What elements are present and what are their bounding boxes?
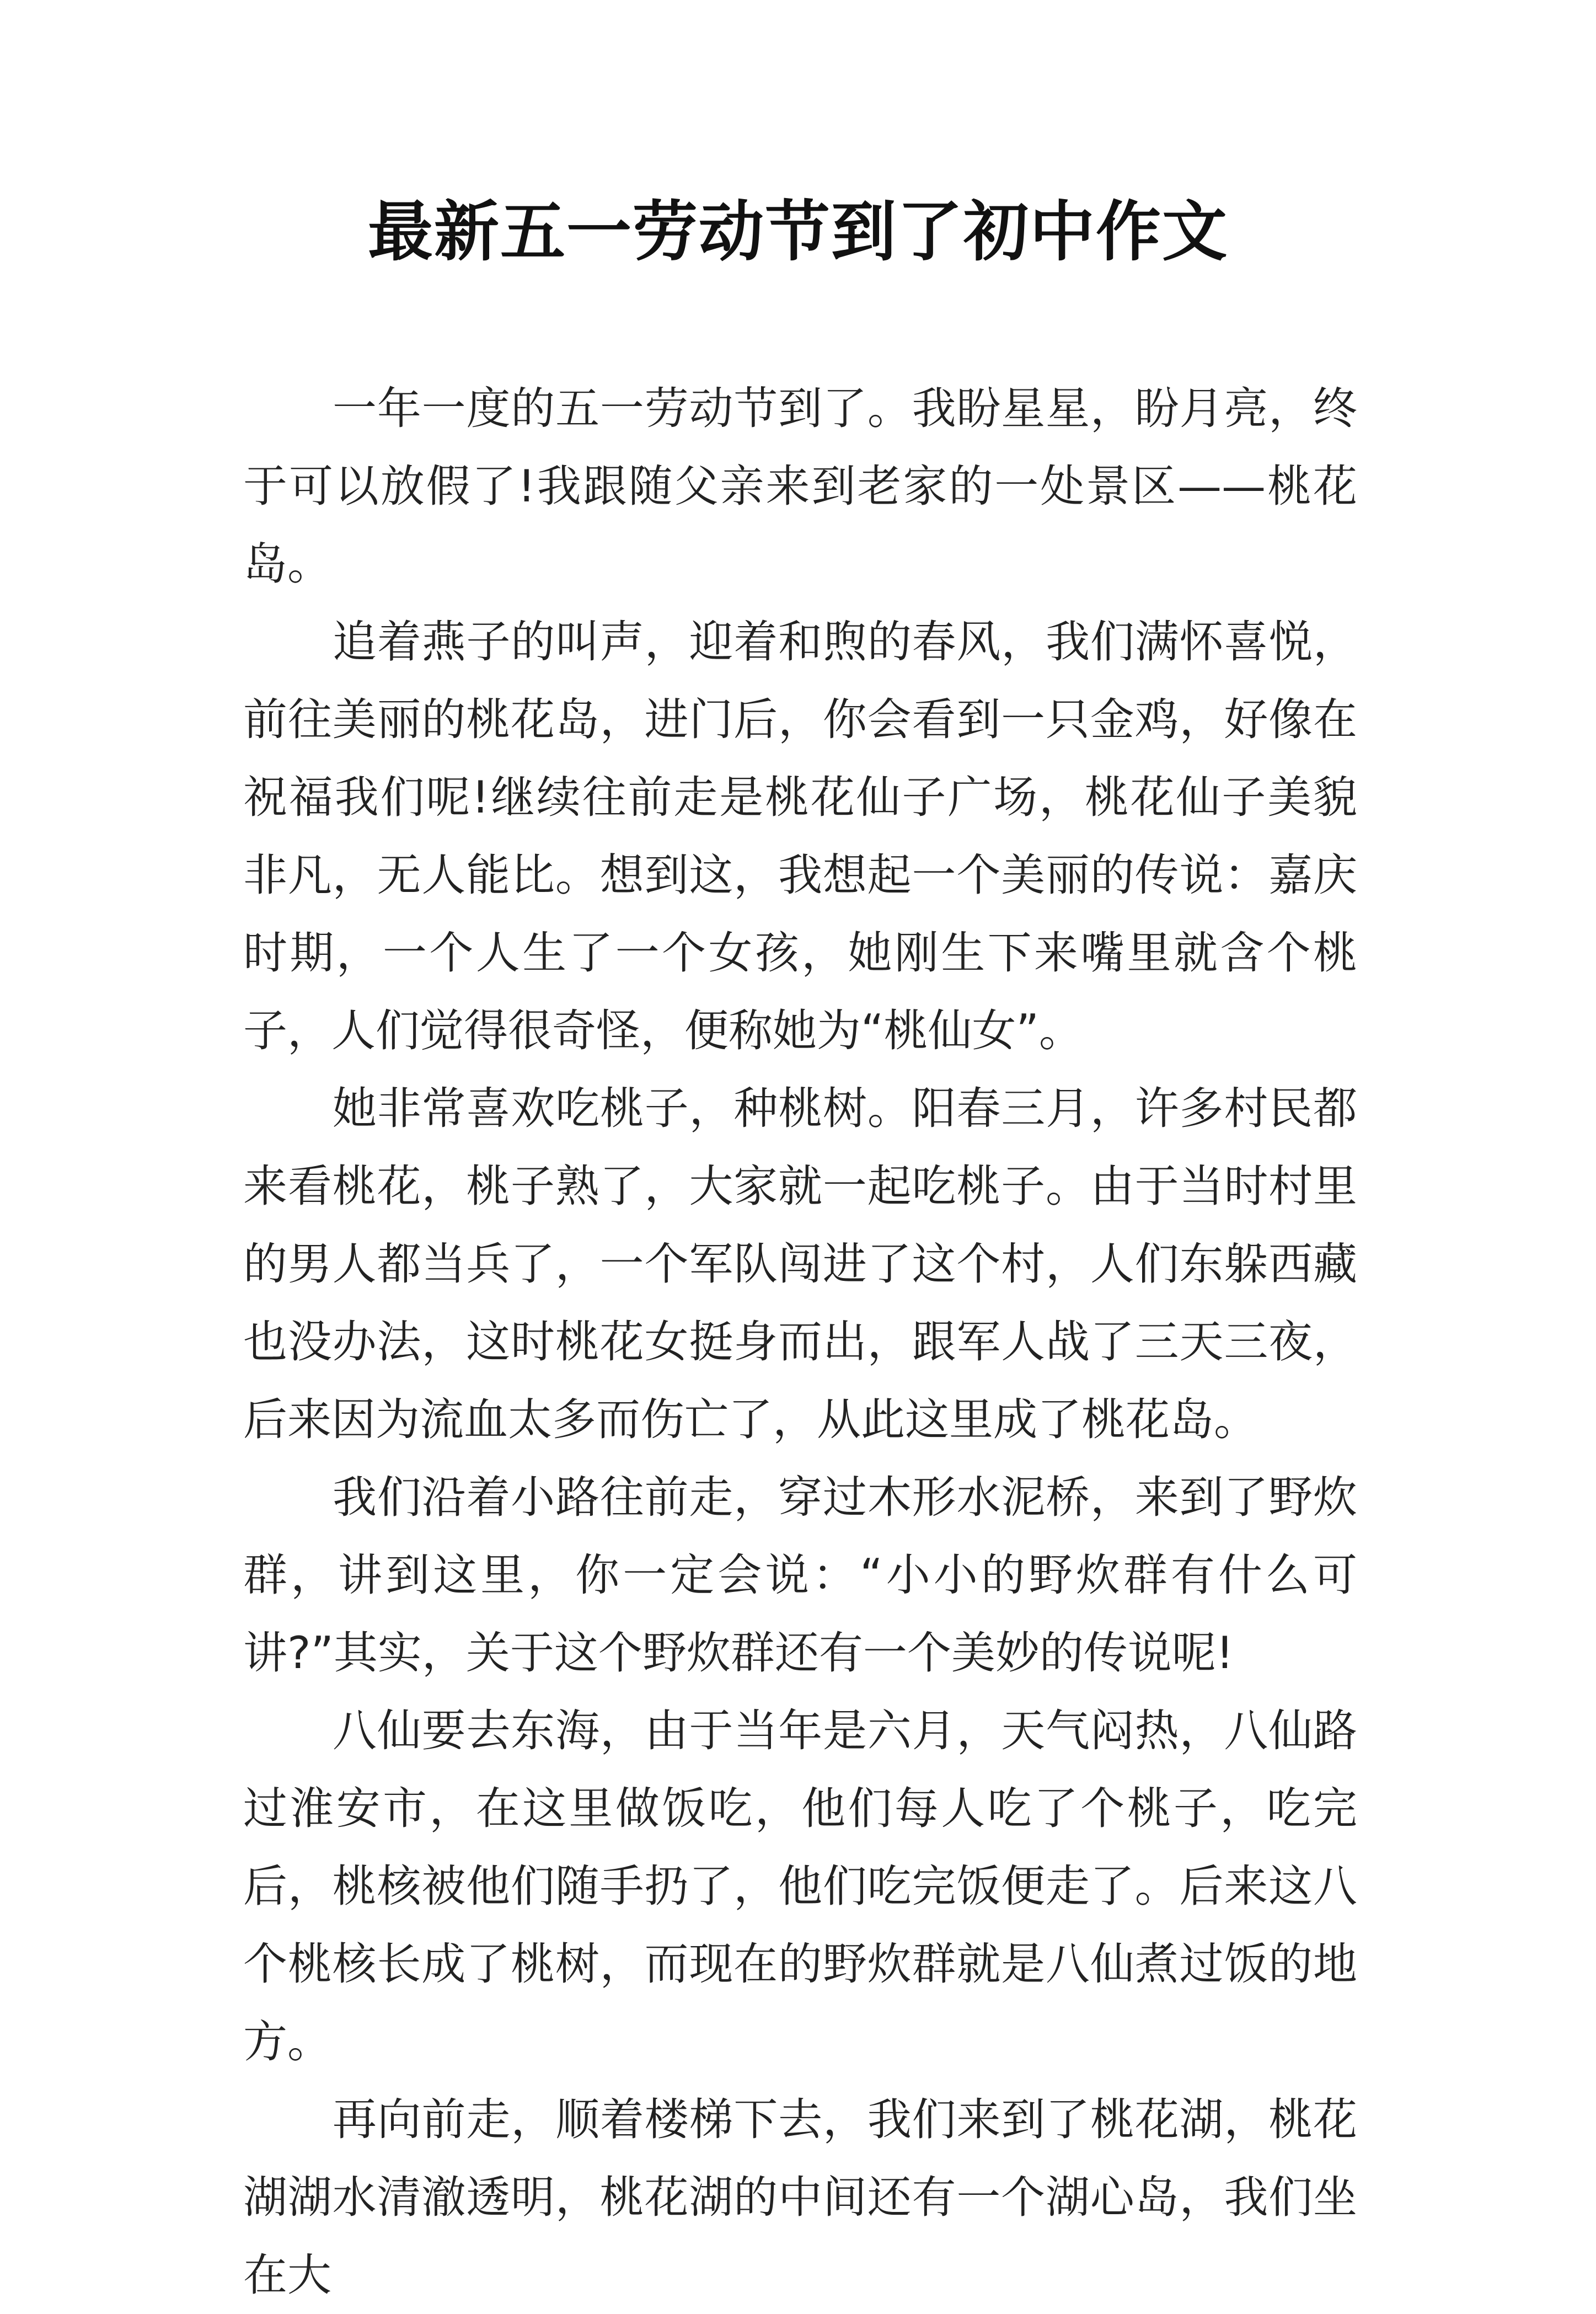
document-body [243,370,1357,2314]
paragraph-5: 八仙要去东海，由于当年是六月，天气闷热，八仙路过淮安市，在这里做饭吃，他们每人吃了个桃子，吃完后，桃核被他们随手扔了，他们吃完饭便走了。后来这八个桃核长成了桃树，而现在的野炊群就是八仙煮过饭的地方。 [243,1705,1357,2067]
paragraph-3: 她非常喜欢吃桃子，种桃树。阳春三月，许多村民都来看桃花，桃子熟了，大家就一起吃桃子。由于当时村里的男人都当兵了，一个军队闯进了这个村，人们东躲西藏也没办法，这时桃花女挺身而出，跟军人战了三天三夜，后来因为流血太多而伤亡了，从此这里成了桃花岛。 [243,1083,1357,1445]
paragraph-4: 我们沿着小路往前走，穿过木形水泥桥，来到了野炊群，讲到这里，你一定会说：“小小的野炊群有什么可讲?”其实，关于这个野炊群还有一个美妙的传说呢! [243,1472,1357,1679]
paragraph-2: 追着燕子的叫声，迎着和煦的春风，我们满怀喜悦，前往美丽的桃花岛，进门后，你会看到一只金鸡，好像在祝福我们呢!继续往前走是桃花仙子广场，桃花仙子美貌非凡，无人能比。想到这，我想起一个美丽的传说：嘉庆时期，一个人生了一个女孩，她刚生下来嘴里就含个桃子，人们觉得很奇怪，便称她为“桃仙女”。 [243,616,1357,1056]
paragraph-6: 再向前走，顺着楼梯下去，我们来到了桃花湖，桃花湖湖水清澈透明，桃花湖的中间还有一个湖心岛，我们坐在大 [243,2094,1357,2301]
document-title: 最新五一劳动节到了初中作文 [367,193,1228,270]
paragraph-1: 一年一度的五一劳动节到了。我盼星星，盼月亮，终于可以放假了!我跟随父亲来到老家的一处景区——桃花岛。 [243,383,1357,590]
